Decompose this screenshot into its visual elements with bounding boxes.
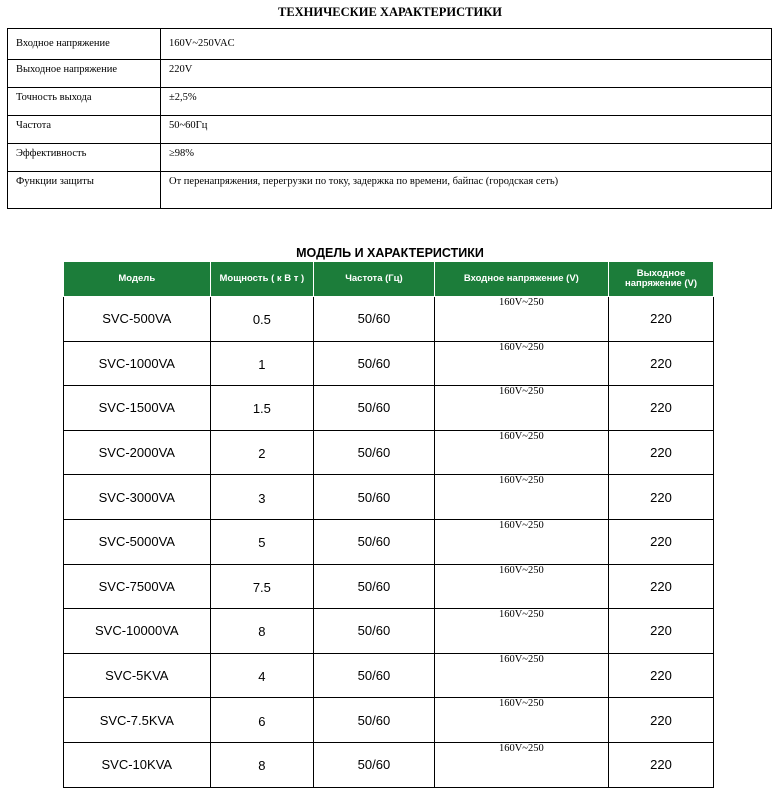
model-cell: SVC-3000VA xyxy=(64,475,211,520)
spec-row xyxy=(8,60,772,88)
input-voltage-text: 160V~250 xyxy=(498,742,544,754)
input-voltage-text: 160V~250 xyxy=(498,430,544,442)
model-cell: SVC-10KVA xyxy=(64,742,211,787)
spec-value: 50~60Гц xyxy=(161,116,772,144)
table-row xyxy=(64,698,714,743)
spec-row xyxy=(8,29,772,60)
input-voltage-text: 160V~250 xyxy=(498,297,544,308)
spec-row xyxy=(8,144,772,172)
table-row xyxy=(64,430,714,475)
input-voltage-text: 160V~250 xyxy=(498,564,544,576)
spec-label: Эффективность xyxy=(8,144,161,172)
model-cell: SVC-5KVA xyxy=(64,653,211,698)
spec-row xyxy=(8,88,772,116)
spec-value: ±2,5% xyxy=(161,88,772,116)
frequency-cell: 50/60 xyxy=(314,742,435,787)
spec-value: 160V~250VAC xyxy=(161,29,772,60)
column-header-model: Модель xyxy=(64,262,211,297)
frequency-cell: 50/60 xyxy=(314,653,435,698)
output-voltage-cell: 220 xyxy=(608,386,713,431)
input-voltage-cell xyxy=(434,475,608,520)
frequency-cell: 50/60 xyxy=(314,564,435,609)
spec-row xyxy=(8,116,772,144)
table-row xyxy=(64,742,714,787)
input-voltage-cell xyxy=(434,653,608,698)
power-cell: 4 xyxy=(210,653,314,698)
output-voltage-cell: 220 xyxy=(608,609,713,654)
output-voltage-cell: 220 xyxy=(608,742,713,787)
model-cell: SVC-5000VA xyxy=(64,519,211,564)
input-voltage-cell xyxy=(434,430,608,475)
spec-label: Частота xyxy=(8,116,161,144)
input-voltage-cell xyxy=(434,297,608,342)
input-voltage-cell xyxy=(434,519,608,564)
spec-row xyxy=(8,172,772,209)
input-voltage-text: 160V~250 xyxy=(498,609,544,621)
table-row xyxy=(64,386,714,431)
column-header-output-voltage: Выходное напряжение (V) xyxy=(608,262,713,297)
input-voltage-text: 160V~250 xyxy=(498,475,544,487)
model-table-title: МОДЕЛЬ И ХАРАКТЕРИСТИКИ xyxy=(296,246,484,260)
model-cell: SVC-1000VA xyxy=(64,341,211,386)
table-row xyxy=(64,609,714,654)
frequency-cell: 50/60 xyxy=(314,386,435,431)
power-cell: 5 xyxy=(210,519,314,564)
output-voltage-cell: 220 xyxy=(608,698,713,743)
power-cell: 8 xyxy=(210,609,314,654)
model-header-row xyxy=(64,262,714,297)
input-voltage-text: 160V~250 xyxy=(498,519,544,531)
table-row xyxy=(64,475,714,520)
spec-label: Выходное напряжение xyxy=(8,60,161,88)
column-header-power: Мощность ( к В т ) xyxy=(210,262,314,297)
input-voltage-cell xyxy=(434,341,608,386)
spec-label: Точность выхода xyxy=(8,88,161,116)
input-voltage-cell xyxy=(434,609,608,654)
input-voltage-cell xyxy=(434,386,608,431)
model-cell: SVC-7.5KVA xyxy=(64,698,211,743)
spec-label: Функции защиты xyxy=(8,172,161,209)
table-row xyxy=(64,519,714,564)
output-voltage-cell: 220 xyxy=(608,475,713,520)
model-cell: SVC-7500VA xyxy=(64,564,211,609)
spec-value: ≥98% xyxy=(161,144,772,172)
model-cell: SVC-2000VA xyxy=(64,430,211,475)
output-voltage-cell: 220 xyxy=(608,341,713,386)
frequency-cell: 50/60 xyxy=(314,297,435,342)
spec-title: ТЕХНИЧЕСКИЕ ХАРАКТЕРИСТИКИ xyxy=(277,5,503,19)
spec-value: 220V xyxy=(161,60,772,88)
power-cell: 0.5 xyxy=(210,297,314,342)
power-cell: 7.5 xyxy=(210,564,314,609)
frequency-cell: 50/60 xyxy=(314,698,435,743)
input-voltage-cell xyxy=(434,698,608,743)
model-cell: SVC-10000VA xyxy=(64,609,211,654)
model-cell: SVC-1500VA xyxy=(64,386,211,431)
frequency-cell: 50/60 xyxy=(314,475,435,520)
spec-label: Входное напряжение xyxy=(8,29,161,60)
output-voltage-cell: 220 xyxy=(608,564,713,609)
input-voltage-text: 160V~250 xyxy=(498,341,544,353)
power-cell: 1.5 xyxy=(210,386,314,431)
input-voltage-text: 160V~250 xyxy=(498,386,544,398)
input-voltage-cell xyxy=(434,564,608,609)
frequency-cell: 50/60 xyxy=(314,609,435,654)
column-header-input-voltage: Входное напряжение (V) xyxy=(434,262,608,297)
power-cell: 2 xyxy=(210,430,314,475)
frequency-cell: 50/60 xyxy=(314,341,435,386)
output-voltage-cell: 220 xyxy=(608,430,713,475)
model-table xyxy=(63,261,714,788)
power-cell: 3 xyxy=(210,475,314,520)
output-voltage-cell: 220 xyxy=(608,653,713,698)
frequency-cell: 50/60 xyxy=(314,430,435,475)
model-table-body xyxy=(64,297,714,788)
power-cell: 1 xyxy=(210,341,314,386)
output-voltage-cell: 220 xyxy=(608,297,713,342)
spec-value: От перенапряжения, перегрузки по току, задержка по времени, байпас (городская сеть) xyxy=(161,172,772,209)
output-voltage-cell: 220 xyxy=(608,519,713,564)
model-cell: SVC-500VA xyxy=(64,297,211,342)
input-voltage-text: 160V~250 xyxy=(498,698,544,710)
column-header-frequency: Частота (Гц) xyxy=(314,262,435,297)
power-cell: 8 xyxy=(210,742,314,787)
table-row xyxy=(64,653,714,698)
table-row xyxy=(64,564,714,609)
power-cell: 6 xyxy=(210,698,314,743)
table-row xyxy=(64,341,714,386)
spec-table xyxy=(7,28,772,209)
input-voltage-text: 160V~250 xyxy=(498,653,544,665)
input-voltage-cell xyxy=(434,742,608,787)
table-row xyxy=(64,297,714,342)
frequency-cell: 50/60 xyxy=(314,519,435,564)
